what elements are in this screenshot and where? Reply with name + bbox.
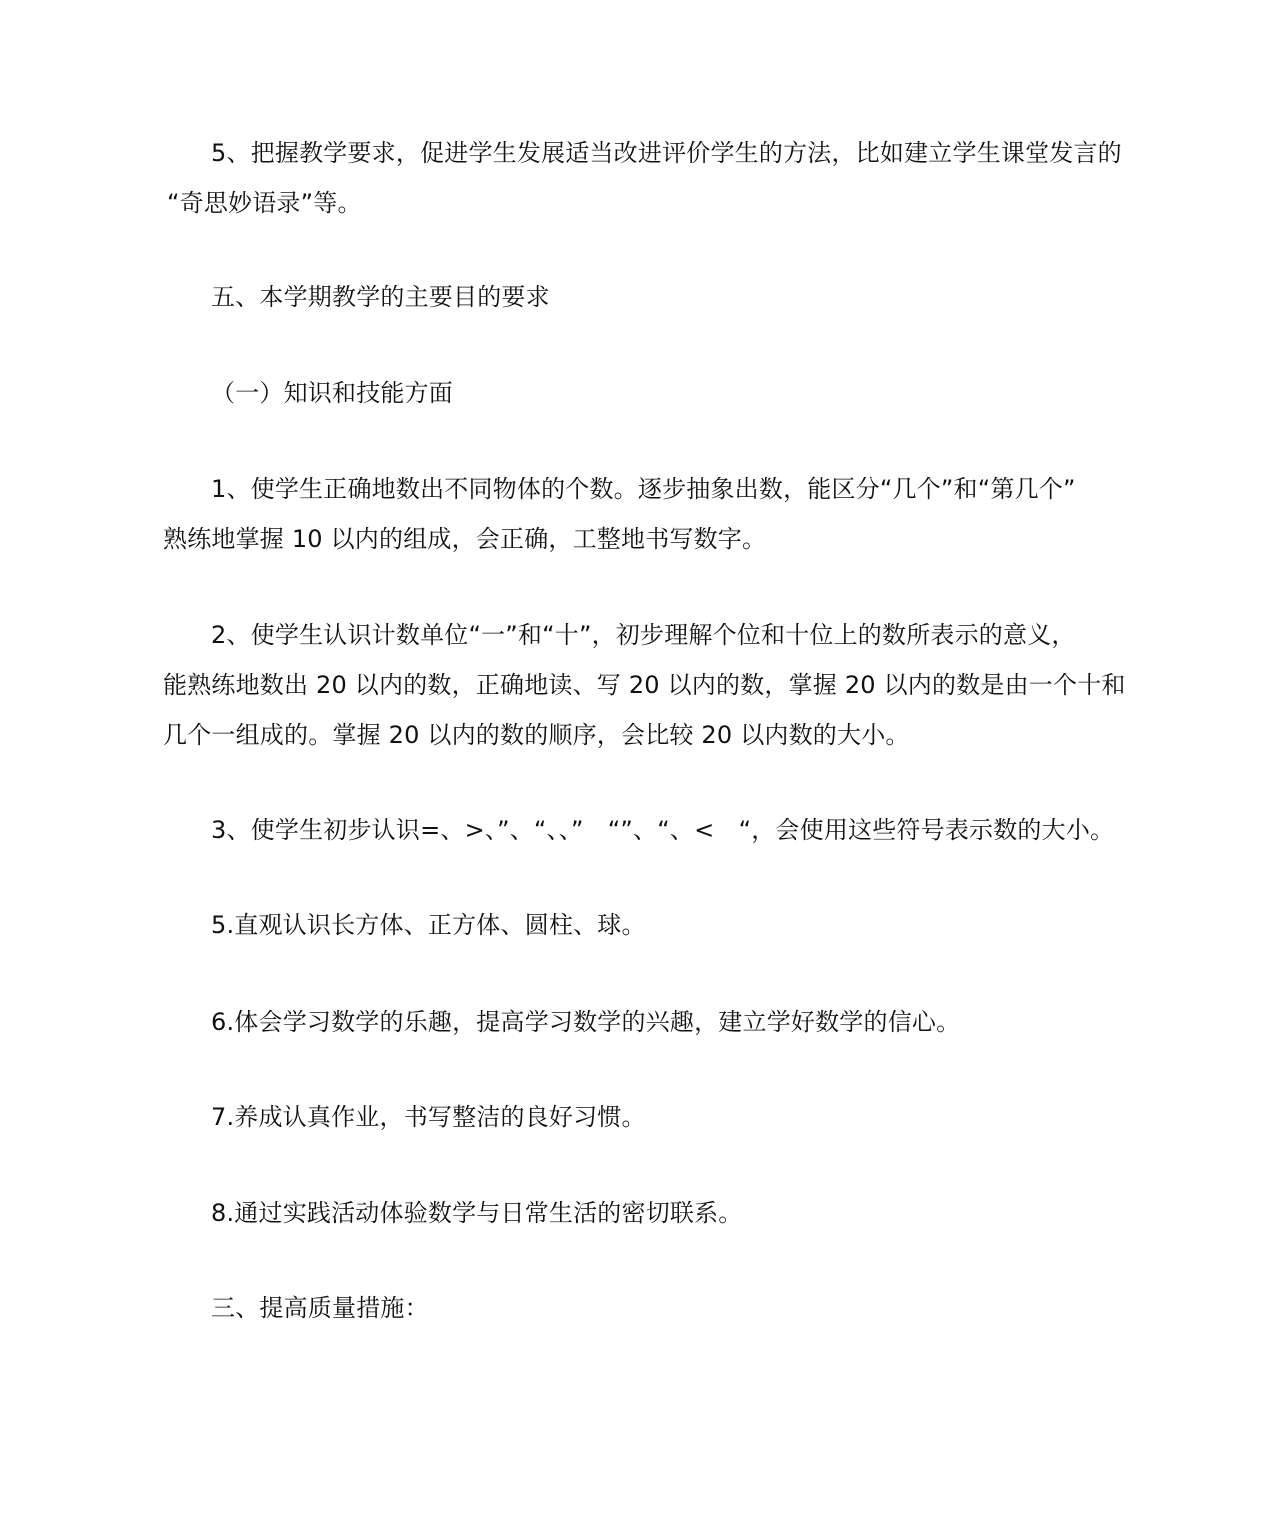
- text-line: 几个一组成的。掌握 20 以内的数的顺序，会比较 20 以内数的大小。: [163, 721, 910, 749]
- text-line: 1、使学生正确地数出不同物体的个数。逐步抽象出数，能区分“几个”和“第几个”: [211, 475, 1076, 503]
- paragraph-item-8: [163, 1188, 1123, 1238]
- paragraph-evaluation-methods: [163, 128, 1123, 228]
- section-heading-semester-goals: [163, 272, 1123, 322]
- paragraph-item-6: [163, 997, 1123, 1047]
- text-line: 熟练地掌握 10 以内的组成，会正确，工整地书写数字。: [163, 525, 767, 553]
- text-line: 3、使学生初步认识=、>、”、“、、” “”、“、< “，会使用这些符号表示数的大小。: [211, 816, 1115, 844]
- section-heading-quality-measures: [163, 1283, 1123, 1333]
- text-line: 能熟练地数出 20 以内的数，正确地读、写 20 以内的数，掌握 20 以内的数是由一个十和: [163, 671, 1126, 699]
- text-line: 6.体会学习数学的乐趣，提高学习数学的兴趣，建立学好数学的信心。: [211, 1008, 961, 1036]
- text-line: 7.养成认真作业，书写整洁的良好习惯。: [211, 1103, 646, 1131]
- text-line: 5.直观认识长方体、正方体、圆柱、球。: [211, 911, 646, 939]
- paragraph-item-5: [163, 900, 1123, 950]
- text-line: 5、把握教学要求，促进学生发展适当改进评价学生的方法，比如建立学生课堂发言的: [211, 139, 1122, 167]
- paragraph-item-7: [163, 1092, 1123, 1142]
- paragraph-item-2: [163, 610, 1126, 760]
- text-line: 五、本学期教学的主要目的要求: [211, 283, 550, 311]
- subsection-heading-knowledge-skills: [163, 368, 1123, 418]
- text-line: 三、提高质量措施：: [211, 1294, 429, 1322]
- paragraph-item-3: [163, 805, 1123, 855]
- text-line: 2、使学生认识计数单位“一”和“十”，初步理解个位和十位上的数所表示的意义，: [211, 621, 1076, 649]
- text-line: 8.通过实践活动体验数学与日常生活的密切联系。: [211, 1199, 743, 1227]
- text-line: （一）知识和技能方面: [211, 379, 453, 407]
- paragraph-item-1: [163, 464, 1123, 564]
- text-line: “奇思妙语录”等。: [167, 189, 362, 217]
